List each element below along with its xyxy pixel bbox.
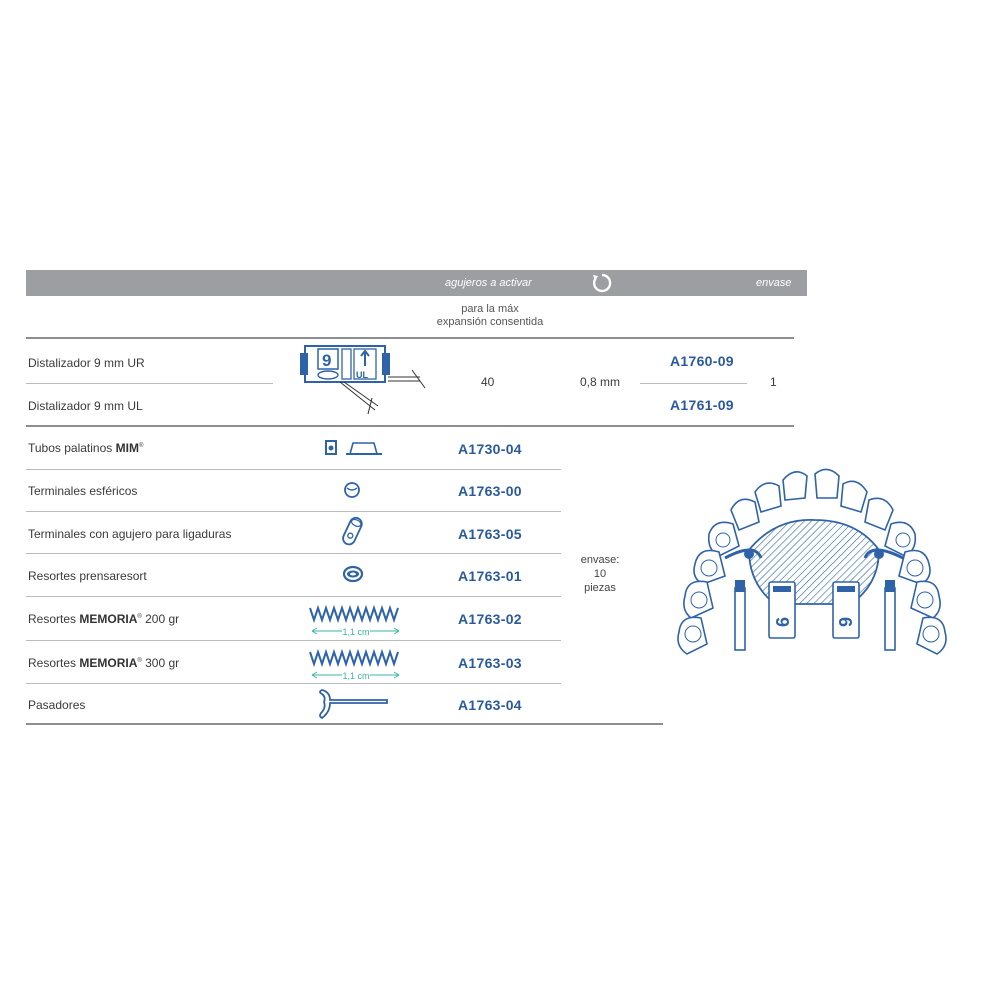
divider bbox=[26, 683, 561, 684]
header-holes-label: agujeros a activar bbox=[445, 277, 532, 289]
distalizer-ul-label: Distalizador 9 mm UL bbox=[28, 399, 143, 413]
table-header-bar bbox=[26, 270, 807, 296]
divider bbox=[26, 425, 794, 427]
distalizer-ur-code: A1760-09 bbox=[670, 353, 734, 369]
distalizer-side-label: UL bbox=[356, 370, 368, 380]
accessory-label-memory-springs-200: Resortes MEMORIA® 200 gr bbox=[28, 612, 180, 626]
distalizer-icon bbox=[300, 340, 435, 420]
rotation-arrow-icon bbox=[591, 272, 613, 294]
spherical-terminal-icon bbox=[342, 480, 362, 500]
accessory-code-palatal-tubes: A1730-04 bbox=[458, 441, 522, 457]
ligature-terminal-icon bbox=[338, 514, 366, 550]
accessory-code-memory-springs-200: A1763-02 bbox=[458, 611, 522, 627]
left-distalizer-label: 9 bbox=[772, 616, 792, 628]
header-package-label: envase bbox=[756, 277, 792, 289]
divider bbox=[26, 640, 561, 641]
divider bbox=[26, 511, 561, 512]
divider bbox=[26, 469, 561, 470]
dental-arch-distalizer-icon bbox=[665, 462, 965, 690]
accessory-code-memory-springs-300: A1763-03 bbox=[458, 655, 522, 671]
coil-spring-icon bbox=[308, 648, 403, 684]
divider bbox=[26, 383, 273, 384]
distalizer-activation-value: 0,8 mm bbox=[580, 375, 621, 389]
spring-clamp-icon bbox=[340, 564, 366, 584]
accessory-code-pins: A1763-04 bbox=[458, 697, 522, 713]
accessory-label-palatal-tubes: Tubos palatinos MIM® bbox=[28, 441, 144, 455]
accessory-label-spring-clamps: Resortes prensaresort bbox=[28, 569, 147, 583]
divider bbox=[26, 596, 561, 597]
palatal-tube-icon bbox=[322, 438, 392, 460]
pin-key-icon bbox=[312, 686, 392, 722]
distalizer-ur-label: Distalizador 9 mm UR bbox=[28, 356, 145, 370]
package-note: envase: 10 piezas bbox=[580, 554, 620, 594]
accessory-label-pins: Pasadores bbox=[28, 698, 86, 712]
accessory-code-spherical-terminals: A1763-00 bbox=[458, 483, 522, 499]
distalizer-ul-code: A1761-09 bbox=[670, 397, 734, 413]
spring-length-label: 1,1 cm bbox=[342, 671, 370, 681]
accessory-label-spherical-terminals: Terminales esféricos bbox=[28, 484, 138, 498]
divider bbox=[26, 337, 794, 339]
accessory-label-ligature-terminals: Terminales con agujero para ligaduras bbox=[28, 527, 232, 541]
coil-spring-icon bbox=[308, 604, 403, 640]
subheader-max-expansion: para la máx expansión consentida bbox=[436, 303, 544, 328]
divider bbox=[26, 723, 663, 725]
spring-length-label: 1,1 cm bbox=[342, 627, 370, 637]
distalizer-holes-value: 40 bbox=[481, 375, 495, 389]
distalizer-number-label: 9 bbox=[322, 351, 332, 370]
accessory-code-spring-clamps: A1763-01 bbox=[458, 568, 522, 584]
accessory-label-memory-springs-300: Resortes MEMORIA® 300 gr bbox=[28, 656, 180, 670]
divider bbox=[640, 383, 747, 384]
right-distalizer-label: 9 bbox=[836, 616, 856, 628]
accessory-code-ligature-terminals: A1763-05 bbox=[458, 526, 522, 542]
divider bbox=[26, 553, 561, 554]
distalizer-package-value: 1 bbox=[770, 375, 777, 389]
